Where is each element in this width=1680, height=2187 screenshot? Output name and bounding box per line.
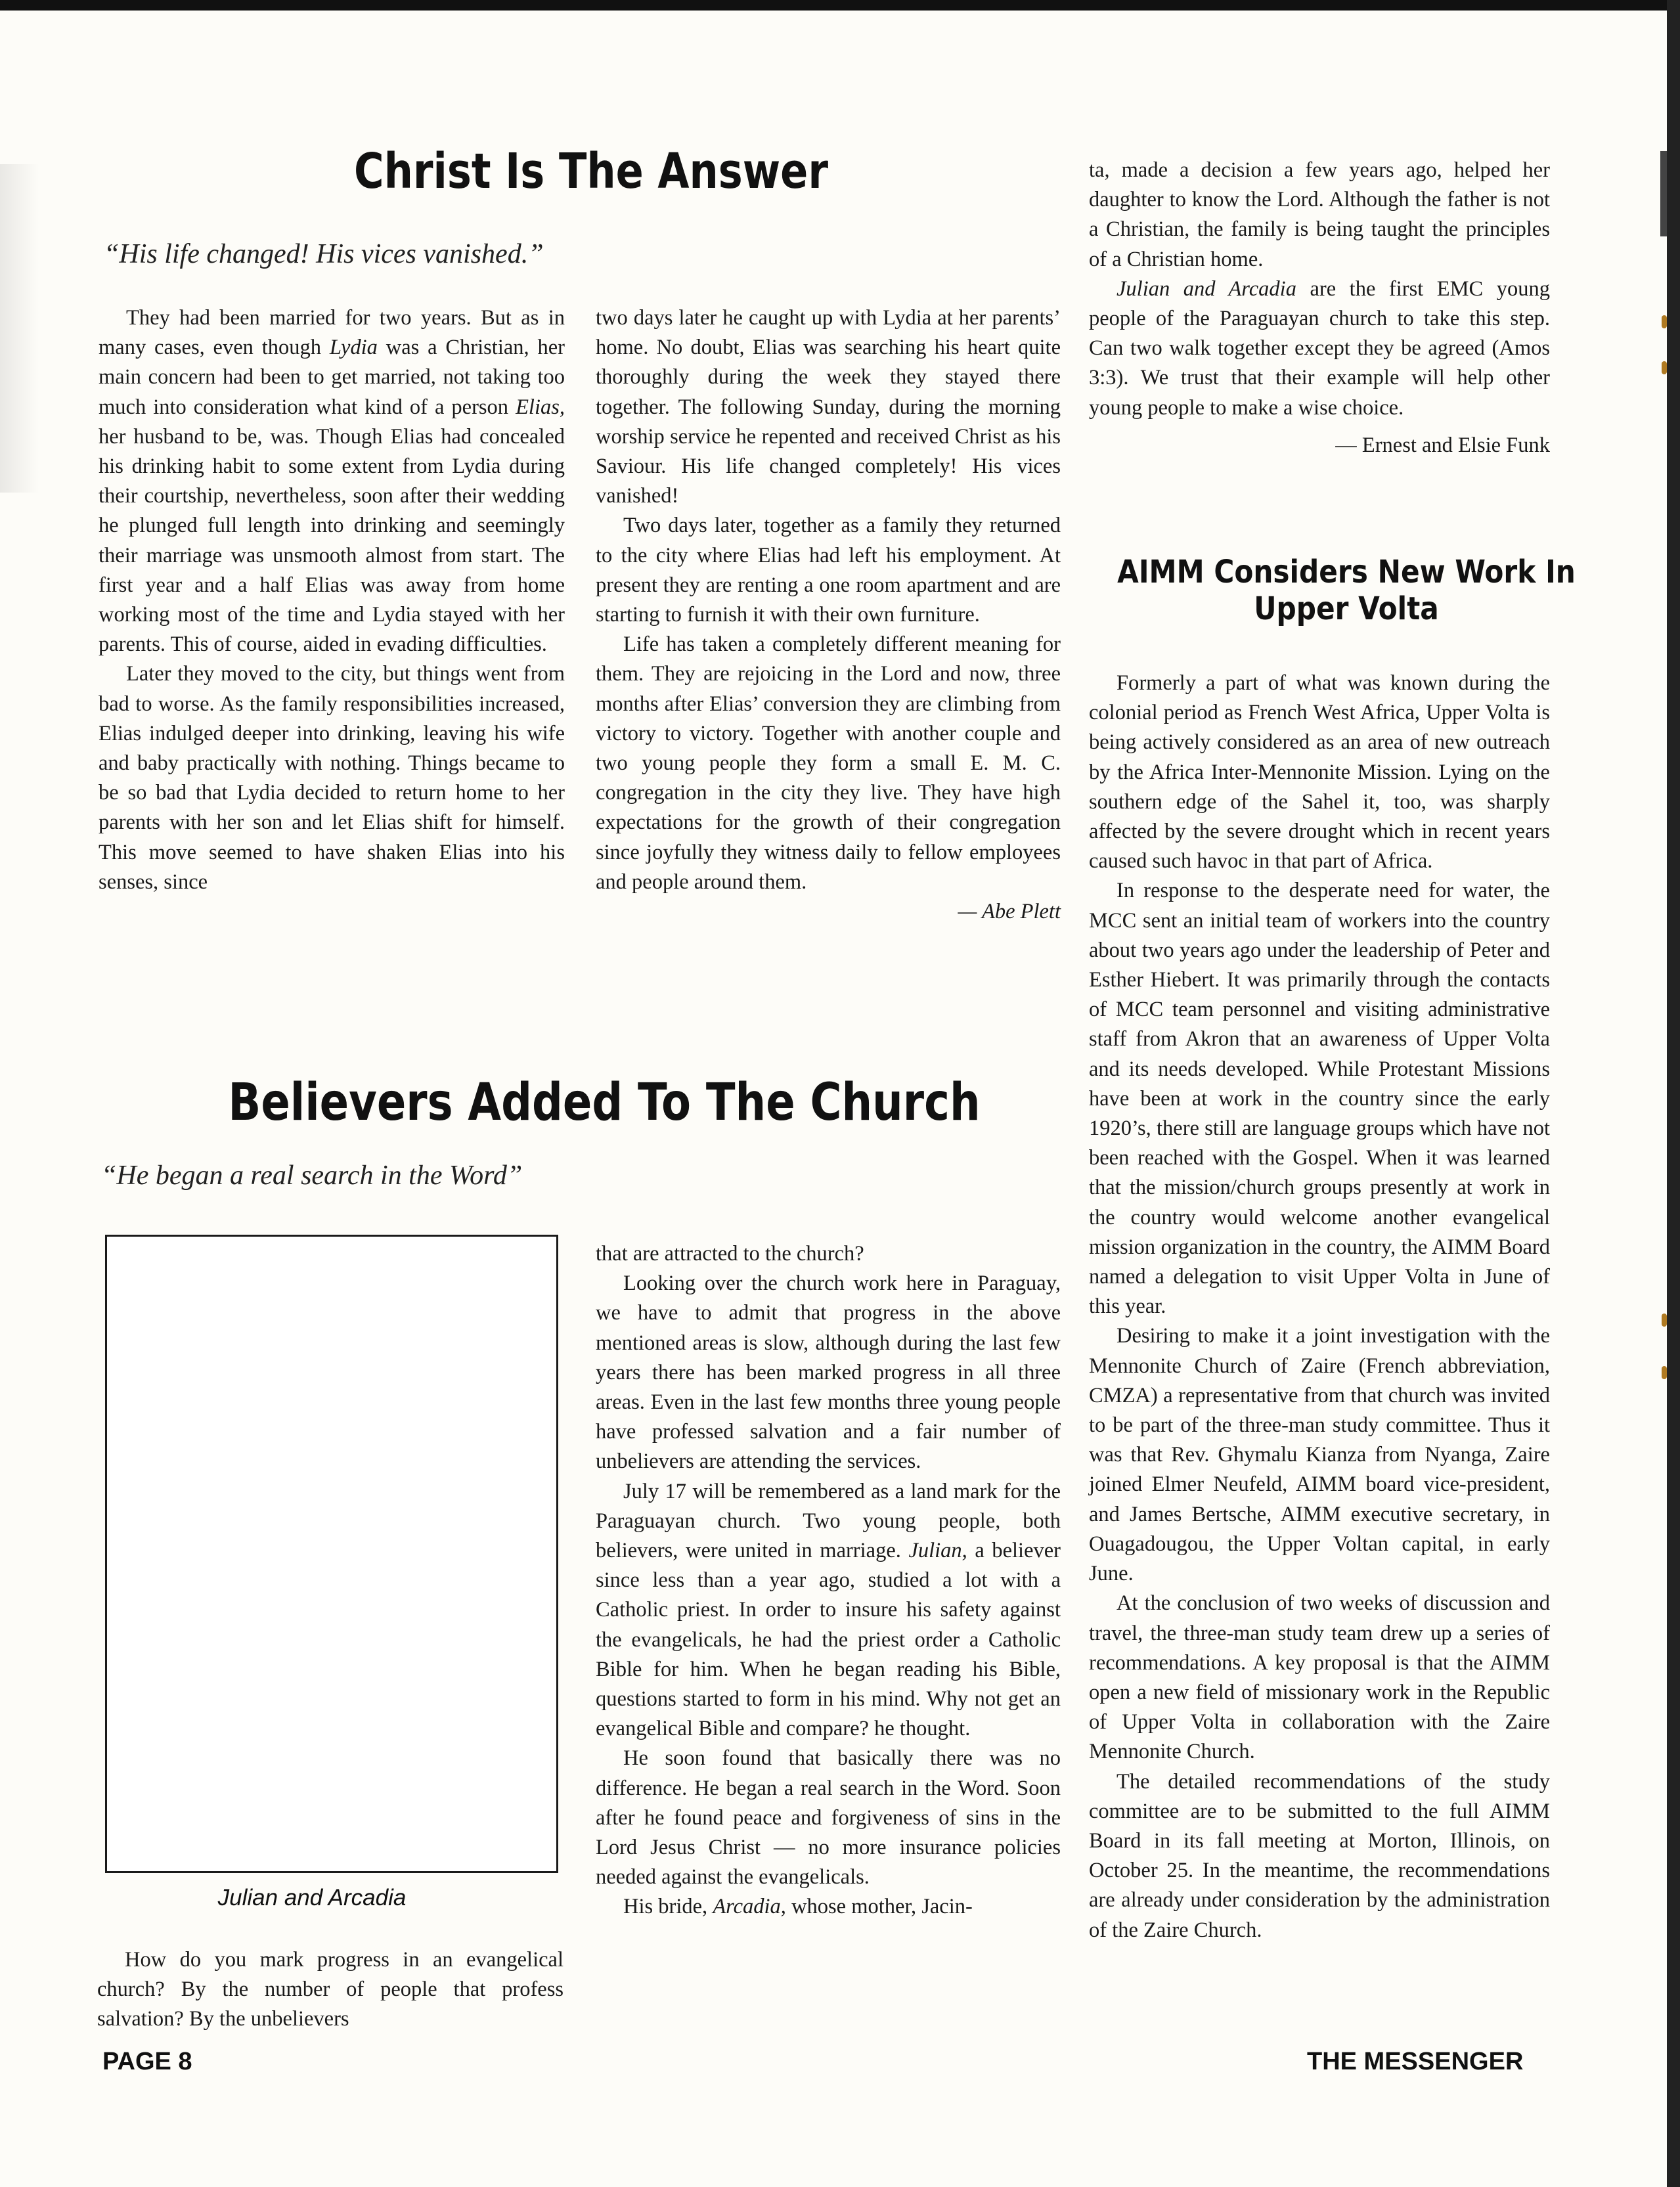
paragraph: Formerly a part of what was known during the colonial period as French West Africa, Upper Volta is being actively considered as an area of new outreach by the Africa Inter-Mennonite Mission. Lying on the southern edge of the Sahel it, too, was sharply affected by the severe drought which in recent years caused such havoc in that part of Africa. bbox=[1089, 671, 1550, 873]
scan-edge-top bbox=[0, 0, 1680, 11]
article-title: Christ Is The Answer bbox=[353, 143, 829, 200]
scan-specks bbox=[1662, 315, 1668, 1432]
paragraph: Later they moved to the city, but things went from bad to worse. As the family responsibilities increased, Elias indulged deeper into drinking, leaving his wife and baby practically with nothing. Things became to be so bad that Lydia decided to return home to her parents with her son and let Elias shift for himself. This move seemed to have shaken Elias into his senses, since bbox=[99, 662, 565, 894]
speck bbox=[1662, 361, 1667, 374]
paragraph: Looking over the church work here in Paraguay, we have to admit that progress in the above mentioned areas is slow, although during the last few years there has been marked progress in all three areas. Even in the last few months three young people have professed salvation and a fair number of unbelievers are attending the services. bbox=[596, 1271, 1061, 1474]
article1-column-1 bbox=[99, 303, 565, 897]
article-title: AIMM Considers New Work In Upper Volta bbox=[1117, 554, 1576, 627]
paragraph: Julian and Arcadia are the first EMC young people of the Paraguayan church to take this step. Can two walk together except they be agreed (Amos 3:3). We trust that their example will help other young people to make a wise choice. bbox=[1089, 276, 1550, 420]
paragraph: How do you mark progress in an evangelical church? By the number of people that profess salvation? By the unbelievers bbox=[97, 1948, 564, 2031]
scan-shadow bbox=[0, 164, 39, 493]
article1-column-2 bbox=[596, 303, 1061, 927]
article-title: Believers Added To The Church bbox=[228, 1073, 981, 1132]
paragraph: In response to the desperate need for water, the MCC sent an initial team of workers into the country about two years ago under the leadership of Peter and Esther Hiebert. It was primarily through the contacts of MCC team personnel and visiting administrative staff from Akron that an awareness of Upper Volta and its needs developed. While Protestant Missions have been at work in the country since the early 1920’s, there still are language groups which have not been reached with the Gospel. When it was learned that the mission/church groups presently at work in the country would welcome another evangelical mission organization in the country, the AIMM Board named a delegation to visit Upper Volta in June of this year. bbox=[1089, 879, 1550, 1319]
article3-column bbox=[1089, 669, 1550, 1945]
scan-edge-mark bbox=[1660, 151, 1667, 236]
speck bbox=[1662, 1366, 1667, 1379]
speck bbox=[1662, 1314, 1667, 1327]
byline: — Abe Plett bbox=[958, 900, 1061, 924]
byline: — Ernest and Elsie Funk bbox=[1335, 433, 1550, 457]
scan-edge-right bbox=[1667, 0, 1680, 2187]
paragraph: Two days later, together as a family they returned to the city where Elias had left his employment. At present they are renting a one room apartment and are starting to furnish it with their own furniture. bbox=[596, 514, 1061, 627]
speck bbox=[1662, 315, 1667, 328]
paragraph: They had been married for two years. But as in many cases, even though Lydia was a Christian, her main concern had been to get married, not taking too much into consideration what kind of a person Elias, her husband to be, was. Though Elias had concealed his drinking habit to some extent from Lydia during their courtship, nevertheless, soon after their wedding he plunged full length into drinking and seemingly their marriage was unsmooth almost from start. The first year and a half Elias was away from home working most of the time and Lydia stayed with her parents. This of course, aided in evading difficulties. bbox=[99, 306, 565, 657]
photo-placeholder bbox=[105, 1235, 558, 1873]
article2-column-1 bbox=[97, 1945, 564, 2035]
paragraph: The detailed recommendations of the study committee are to be submitted to the full AIMM Board in its fall meeting at Morton, Illinois, on October 25. In the meantime, the recommendations are already under consideration by the administration of the Zaire Church. bbox=[1089, 1769, 1550, 1942]
article2-column-3 bbox=[1089, 156, 1550, 460]
article2-column-2 bbox=[596, 1239, 1061, 1922]
page-number: PAGE 8 bbox=[102, 2048, 192, 2075]
paragraph: that are attracted to the church? bbox=[596, 1242, 864, 1266]
paragraph: ta, made a decision a few years ago, helped her daughter to know the Lord. Although the father is not a Christian, the family is being taught the principles of a Christian home. bbox=[1089, 158, 1550, 271]
paragraph: At the conclusion of two weeks of discussion and travel, the three-man study team drew up a series of recommendations. A key proposal is that the AIMM open a new field of missionary work in the Republic of Upper Volta in collaboration with the Zaire Mennonite Church. bbox=[1089, 1591, 1550, 1764]
photo-caption: Julian and Arcadia bbox=[217, 1885, 407, 1911]
paragraph: two days later he caught up with Lydia at her parents’ home. No doubt, Elias was searching his heart quite thoroughly during the week they stayed there together. The following Sunday, during the morning worship service he repented and received Christ as his Saviour. His life changed completely! His vices vanished! bbox=[596, 306, 1061, 508]
publication-name: THE MESSENGER bbox=[1307, 2048, 1524, 2075]
paragraph: His bride, Arcadia, whose mother, Jacin- bbox=[623, 1895, 973, 1919]
article-subtitle: “He began a real search in the Word” bbox=[101, 1160, 523, 1191]
paragraph: He soon found that basically there was no difference. He began a real search in the Word. Soon after he found peace and forgiveness of sins in the Lord Jesus Christ — no more insurance policies needed against the evangelicals. bbox=[596, 1746, 1061, 1889]
paragraph: Desiring to make it a joint investigation with the Mennonite Church of Zaire (French abbreviation, CMZA) a representative from that church was invited to be part of the three-man study committee. Thus it was that Rev. Ghymalu Kianza from Nyanga, Zaire joined Elmer Neufeld, AIMM board vice-president, and James Bertsche, AIMM executive secretary, in Ouagadougou, the Upper Voltan capital, in early June. bbox=[1089, 1324, 1550, 1586]
paragraph: Life has taken a completely different meaning for them. They are rejoicing in the Lord and now, three months after Elias’ conversion they are climbing from victory to victory. Together with another couple and two young people they form a small E. M. C. congregation in the city they live. They have high expectations for the growth of their congregation since joyfully they witness daily to fellow employees and people around them. bbox=[596, 632, 1061, 894]
paragraph: July 17 will be remembered as a land mark for the Paraguayan church. Two young people, both believers, were united in marriage. Julian, a believer since less than a year ago, studied a lot with a Catholic priest. In order to insure his safety against the evangelicals, he had the priest order a Catholic Bible for him. When he began reading his Bible, questions started to form in his mind. Why not get an evangelical Bible and compare? he thought. bbox=[596, 1479, 1061, 1741]
article-subtitle: “His life changed! His vices vanished.” bbox=[104, 239, 544, 269]
